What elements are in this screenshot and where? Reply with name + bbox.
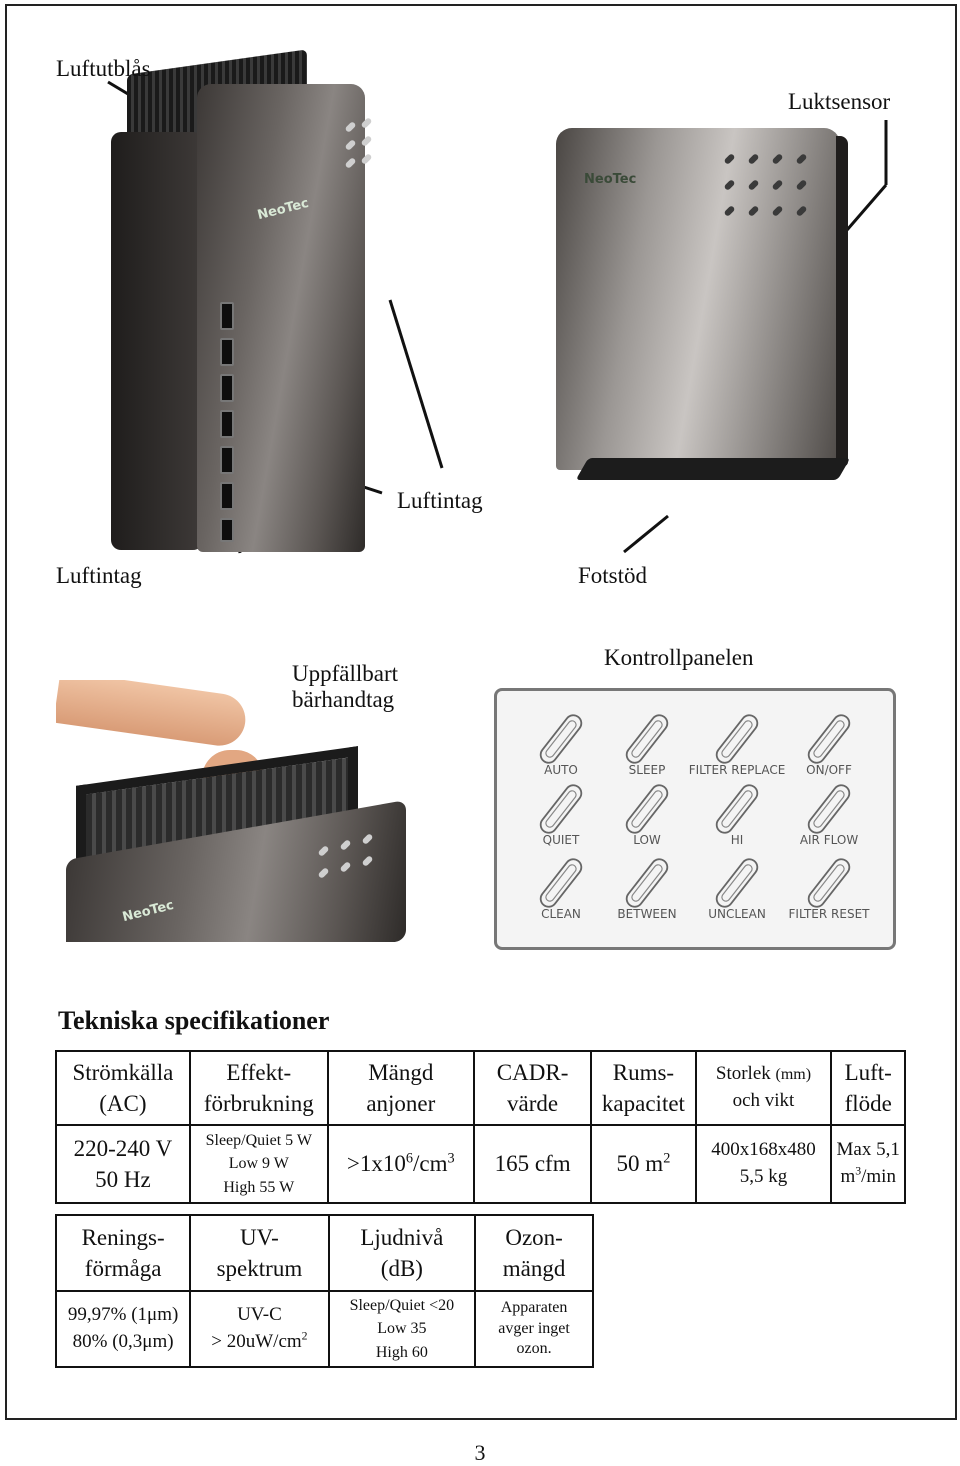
intake-slot: [220, 518, 234, 542]
value-text: High 55 W: [223, 1178, 295, 1196]
panel-button-icon: [707, 709, 767, 769]
label-odor-sensor: Luktsensor: [788, 89, 891, 114]
value-exponent: 6: [405, 1150, 414, 1167]
value-text: Sleep/Quiet 5 W: [205, 1132, 312, 1150]
intake-slot: [220, 338, 234, 366]
label-handle: [292, 661, 398, 714]
header-text: flöde: [844, 1091, 892, 1116]
value-text: High 60: [375, 1343, 428, 1361]
header-text: Strömkälla: [72, 1059, 174, 1085]
header-text: Renings-: [81, 1224, 165, 1250]
value-efficiency: [56, 1291, 190, 1367]
value-text: Low 35: [377, 1320, 427, 1338]
header-text: förbrukning: [203, 1091, 314, 1116]
spec-table-2: [55, 1214, 594, 1368]
value-text: /min: [861, 1166, 896, 1187]
label-foot-stand: Fotstöd: [578, 563, 648, 588]
panel-button-icon: [707, 779, 767, 839]
header-power-source: [56, 1051, 190, 1125]
header-text: (AC): [99, 1091, 147, 1116]
header-size-weight: [696, 1051, 832, 1125]
value-text: m: [840, 1166, 856, 1187]
intake-slot: [220, 302, 234, 330]
panel-button-icon: [531, 779, 591, 839]
panel-button-label: QUIET: [542, 833, 580, 847]
value-exponent: 3: [447, 1150, 455, 1167]
panel-button-icon: [531, 709, 591, 769]
panel-button-label: ON/OFF: [806, 763, 852, 777]
panel-button-label: FILTER REPLACE: [688, 763, 786, 777]
value-text: 400x168x480: [711, 1139, 816, 1161]
control-panel-illustration: [494, 688, 896, 950]
panel-button-label: AUTO: [544, 763, 578, 777]
value-text: Sleep/Quiet <20: [349, 1297, 455, 1315]
label-control-panel: Kontrollpanelen: [604, 645, 754, 670]
page-number: 3: [474, 1440, 486, 1465]
spec-table-2-values: [56, 1291, 593, 1367]
header-text: spektrum: [216, 1256, 303, 1281]
value-uv-spectrum: [190, 1291, 328, 1367]
header-text: (dB): [380, 1256, 423, 1281]
value-text: Low 9 W: [228, 1155, 289, 1173]
panel-button-label: UNCLEAN: [708, 907, 766, 921]
header-text: CADR-: [496, 1059, 569, 1085]
value-power-source: [56, 1125, 190, 1203]
panel-button-icon: [799, 853, 859, 913]
panel-button-icon: [799, 779, 859, 839]
arm: [56, 680, 249, 749]
label-handle-line1: Uppfällbart: [292, 661, 399, 686]
value-text: 99,97% (1μm): [67, 1304, 179, 1326]
value-text: > 20uW/cm: [211, 1331, 302, 1352]
header-text: mängd: [502, 1256, 566, 1281]
panel-button-label: SLEEP: [628, 763, 666, 777]
side-edge: [836, 136, 848, 466]
value-exponent: 2: [663, 1150, 671, 1167]
header-text: förmåga: [84, 1256, 162, 1281]
value-text: 50 Hz: [95, 1167, 151, 1192]
right-intake-callout-line: [390, 300, 442, 468]
value-noise-level: [329, 1291, 476, 1367]
header-text: UV-: [240, 1224, 279, 1250]
panel-button-label: BETWEEN: [617, 907, 677, 921]
intake-slot: [220, 410, 234, 438]
panel-button-label: CLEAN: [541, 907, 581, 921]
header-airflow: [831, 1051, 905, 1125]
value-text: /cm: [413, 1151, 448, 1176]
header-text: Effekt-: [226, 1059, 292, 1085]
value-anions: [328, 1125, 474, 1203]
value-cadr: 165 cfm: [474, 1125, 591, 1203]
panel-button-icon: [799, 709, 859, 769]
header-text: (mm): [775, 1066, 812, 1084]
header-anions: [328, 1051, 474, 1125]
value-text: >1x10: [346, 1151, 406, 1176]
header-cadr: [474, 1051, 591, 1125]
header-text: Ozon-: [505, 1224, 563, 1250]
value-airflow: [831, 1125, 905, 1203]
value-text: Apparaten: [500, 1298, 568, 1316]
header-text: Mängd: [368, 1059, 434, 1085]
header-text: och vikt: [732, 1090, 795, 1111]
header-text: kapacitet: [601, 1091, 685, 1116]
value-text: Max 5,1: [836, 1139, 900, 1161]
section-title: Tekniska specifikationer: [58, 1006, 330, 1035]
intake-slot: [220, 446, 234, 474]
header-efficiency: [56, 1215, 190, 1291]
value-size-weight: [696, 1125, 832, 1203]
value-exponent: 3: [855, 1164, 862, 1178]
side-panel: [111, 132, 203, 550]
panel-button-icon: [617, 853, 677, 913]
value-exponent: 2: [301, 1329, 308, 1343]
header-ozone: [475, 1215, 593, 1291]
brand-logo: NeoTec: [255, 195, 311, 224]
panel-button-label: LOW: [633, 833, 661, 847]
header-uv-spectrum: [190, 1215, 328, 1291]
panel-button-icon: [617, 709, 677, 769]
panel-button-icon: [531, 853, 591, 913]
intake-slot: [220, 482, 234, 510]
header-text: värde: [507, 1091, 559, 1116]
spec-table-1: [55, 1050, 906, 1204]
foot-stand: [576, 458, 851, 480]
value-text: 80% (0,3μm): [72, 1331, 174, 1352]
value-power-consumption: [190, 1125, 328, 1203]
panel-button-label: HI: [730, 833, 744, 847]
header-text: Storlek: [715, 1063, 771, 1085]
panel-button-label: AIR FLOW: [799, 833, 859, 847]
value-ozone: [475, 1291, 593, 1367]
intake-slot: [220, 374, 234, 402]
spec-table-2-header: [56, 1215, 593, 1291]
panel-button-icon: [617, 779, 677, 839]
label-air-intake-right: Luftintag: [397, 488, 483, 513]
sensor-callout-line-2: [847, 185, 886, 230]
purifier-photo-right: [552, 128, 852, 508]
brand-logo: NeoTec: [584, 172, 637, 187]
panel-button-icon: [707, 853, 767, 913]
value-text: ozon.: [516, 1340, 552, 1358]
value-text: 50 m: [616, 1151, 664, 1176]
footstand-callout-line: [624, 516, 668, 552]
label-air-outlet: Luftutblås: [56, 56, 151, 81]
label-air-intake-left: Luftintag: [56, 563, 142, 588]
label-handle-line2: bärhandtag: [292, 687, 395, 713]
value-text: 220-240 V: [73, 1135, 173, 1161]
handle-photo: [56, 680, 410, 942]
spec-table-1-header: [56, 1051, 905, 1125]
header-text: Ljudnivå: [360, 1224, 444, 1250]
panel-button-label: FILTER RESET: [788, 907, 870, 921]
brand-logo: NeoTec: [120, 897, 176, 926]
header-text: anjoner: [366, 1091, 436, 1116]
value-text: 5,5 kg: [739, 1166, 788, 1187]
header-room-capacity: [591, 1051, 695, 1125]
header-power-consumption: [190, 1051, 328, 1125]
value-room-capacity: [591, 1125, 695, 1203]
header-text: Luft-: [844, 1059, 892, 1085]
header-noise-level: [329, 1215, 476, 1291]
purifier-photo-left: [105, 62, 367, 554]
value-text: avger inget: [498, 1319, 570, 1337]
header-text: Rums-: [612, 1059, 675, 1085]
spec-table-1-values: [56, 1125, 905, 1203]
value-text: UV-C: [237, 1304, 282, 1326]
